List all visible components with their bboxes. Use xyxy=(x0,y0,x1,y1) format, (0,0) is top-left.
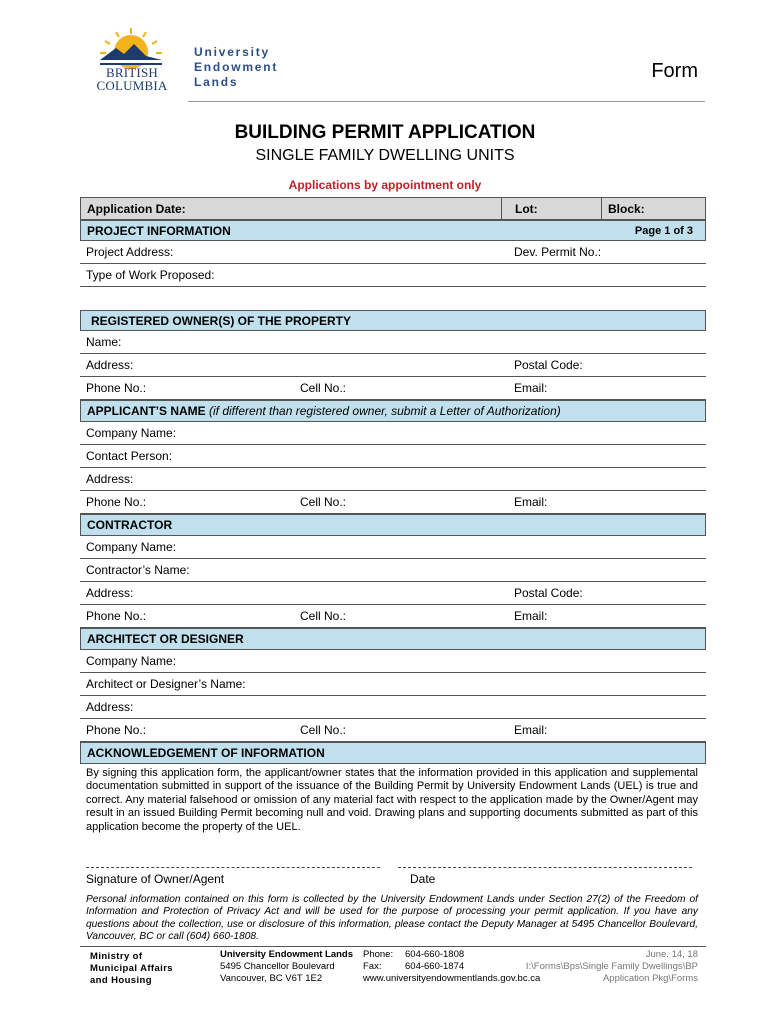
block-label: Block: xyxy=(608,202,645,216)
contractor-address-row[interactable] xyxy=(80,582,706,605)
applicant-company-row[interactable] xyxy=(80,422,706,445)
contact-block: Phone: 604-660-1808 Fax: 604-660-1874 www.universityendowmentlands.gov.bc.ca xyxy=(363,949,541,984)
contractor-phone-label: Phone No.: xyxy=(86,609,147,623)
contractor-cell-label: Cell No.: xyxy=(300,609,347,623)
uel-wordmark: University Endowment Lands xyxy=(194,45,279,89)
owner-section-header xyxy=(80,310,706,331)
owner-heading: REGISTERED OWNER(S) OF THE PROPERTY xyxy=(91,314,352,328)
project-address-label: Project Address: xyxy=(86,245,174,259)
owner-name-label: Name: xyxy=(86,335,122,349)
applicant-section-header xyxy=(80,400,706,422)
applicant-contact-label: Contact Person: xyxy=(86,449,173,463)
address-block: University Endowment Lands 5495 Chancellor Boulevard Vancouver, BC V6T 1E2 xyxy=(220,949,354,984)
contractor-company-label: Company Name: xyxy=(86,540,177,554)
file-path-block: June. 14, 18 I:\Forms\Bps\Single Family Dwellings\BP Application Pkg\Forms xyxy=(525,949,698,984)
architect-name-row[interactable] xyxy=(80,673,706,696)
owner-email-label: Email: xyxy=(514,381,548,395)
contractor-name-label: Contractor’s Name: xyxy=(86,563,190,577)
page-header xyxy=(0,0,770,104)
owner-address-label: Address: xyxy=(86,358,134,372)
owner-name-row[interactable] xyxy=(80,331,706,354)
page-subtitle: SINGLE FAMILY DWELLING UNITS xyxy=(255,147,515,164)
owner-phone-label: Phone No.: xyxy=(86,381,147,395)
architect-phone-label: Phone No.: xyxy=(86,723,147,737)
applicant-heading: APPLICANT’S NAME xyxy=(87,404,206,418)
lot-label: Lot: xyxy=(515,202,538,216)
architect-heading: ARCHITECT OR DESIGNER xyxy=(87,632,244,646)
work-type-label: Type of Work Proposed: xyxy=(86,268,215,282)
contractor-section-header xyxy=(80,514,706,536)
architect-company-row[interactable] xyxy=(80,650,706,673)
architect-address-label: Address: xyxy=(86,700,134,714)
application-date-row[interactable] xyxy=(80,197,706,220)
architect-company-label: Company Name: xyxy=(86,654,177,668)
applicant-address-label: Address: xyxy=(86,472,134,486)
applicant-cell-label: Cell No.: xyxy=(300,495,347,509)
architect-cell-label: Cell No.: xyxy=(300,723,347,737)
acknowledgement-text: By signing this application form, the applicant/owner states that the information provided in this application and supplemental documentation submitted in support of the issuance of the Building Permit by University Endowment Lands (UEL) is true and correct. Any material falsehood or omission of any material fact with respect to the application made by the Owner/Agent may result in an issued Building Permit becoming null and void. Drawing plans and supporting documents submitted as part of this application become the property of the UEL. xyxy=(86,767,698,833)
architect-section-header xyxy=(80,628,706,650)
architect-name-label: Architect or Designer’s Name: xyxy=(86,677,246,691)
owner-postal-label: Postal Code: xyxy=(514,358,583,372)
website-link[interactable]: www.universityendowmentlands.gov.bc.ca xyxy=(363,973,541,984)
contractor-postal-label: Postal Code: xyxy=(514,586,583,600)
owner-cell-label: Cell No.: xyxy=(300,381,347,395)
footer-divider xyxy=(80,946,706,947)
application-date-label: Application Date: xyxy=(87,202,186,216)
dev-permit-label: Dev. Permit No.: xyxy=(514,245,602,259)
applicant-note: (if different than registered owner, submit a Letter of Authorization) xyxy=(209,404,561,418)
ministry-block: Ministry of Municipal Affairs and Housing xyxy=(90,951,173,986)
project-section-header xyxy=(80,220,706,241)
applicant-phone-row[interactable] xyxy=(80,491,706,514)
contractor-address-label: Address: xyxy=(86,586,134,600)
owner-phone-row[interactable] xyxy=(80,377,706,400)
contractor-company-row[interactable] xyxy=(80,536,706,559)
applicant-email-label: Email: xyxy=(514,495,548,509)
form-label: Form xyxy=(651,60,698,82)
date-signature-line[interactable] xyxy=(398,867,692,868)
owner-signature-label: Signature of Owner/Agent xyxy=(86,872,225,886)
page-number: Page 1 of 3 xyxy=(634,225,693,237)
contractor-phone-row[interactable] xyxy=(80,605,706,628)
owner-signature-line[interactable] xyxy=(86,867,380,868)
architect-phone-row[interactable] xyxy=(80,719,706,742)
applicant-contact-row[interactable] xyxy=(80,445,706,468)
applicant-address-row[interactable] xyxy=(80,468,706,491)
bc-wordmark: BRITISH COLUMBIA xyxy=(96,65,168,93)
project-address-row[interactable] xyxy=(80,241,706,264)
applicant-phone-label: Phone No.: xyxy=(86,495,147,509)
architect-address-row[interactable] xyxy=(80,696,706,719)
work-type-row[interactable] xyxy=(80,264,706,287)
project-heading: PROJECT INFORMATION xyxy=(87,224,231,238)
contractor-heading: CONTRACTOR xyxy=(87,518,173,532)
appointment-notice: Applications by appointment only xyxy=(288,178,482,192)
owner-address-row[interactable] xyxy=(80,354,706,377)
contractor-name-row[interactable] xyxy=(80,559,706,582)
date-label: Date xyxy=(410,872,436,886)
header-divider xyxy=(188,101,705,102)
applicant-company-label: Company Name: xyxy=(86,426,177,440)
acknowledgement-section-header xyxy=(80,742,706,764)
privacy-notice: Personal information contained on this form is collected by the University Endowment Lands under Section 27(2) of the Freedom of Information and Protection of Privacy Act and will be used for the purpose of processing your permit application. If you have any questions about the collection, use or disclosure of this information, please contact the Deputy Manager at 5495 Chancellor Boulevard, Vancouver, BC or call (604) 660-1808. xyxy=(86,894,698,943)
acknowledgement-heading: ACKNOWLEDGEMENT OF INFORMATION xyxy=(87,746,325,760)
page-title: BUILDING PERMIT APPLICATION xyxy=(234,122,536,143)
contractor-email-label: Email: xyxy=(514,609,548,623)
architect-email-label: Email: xyxy=(514,723,548,737)
